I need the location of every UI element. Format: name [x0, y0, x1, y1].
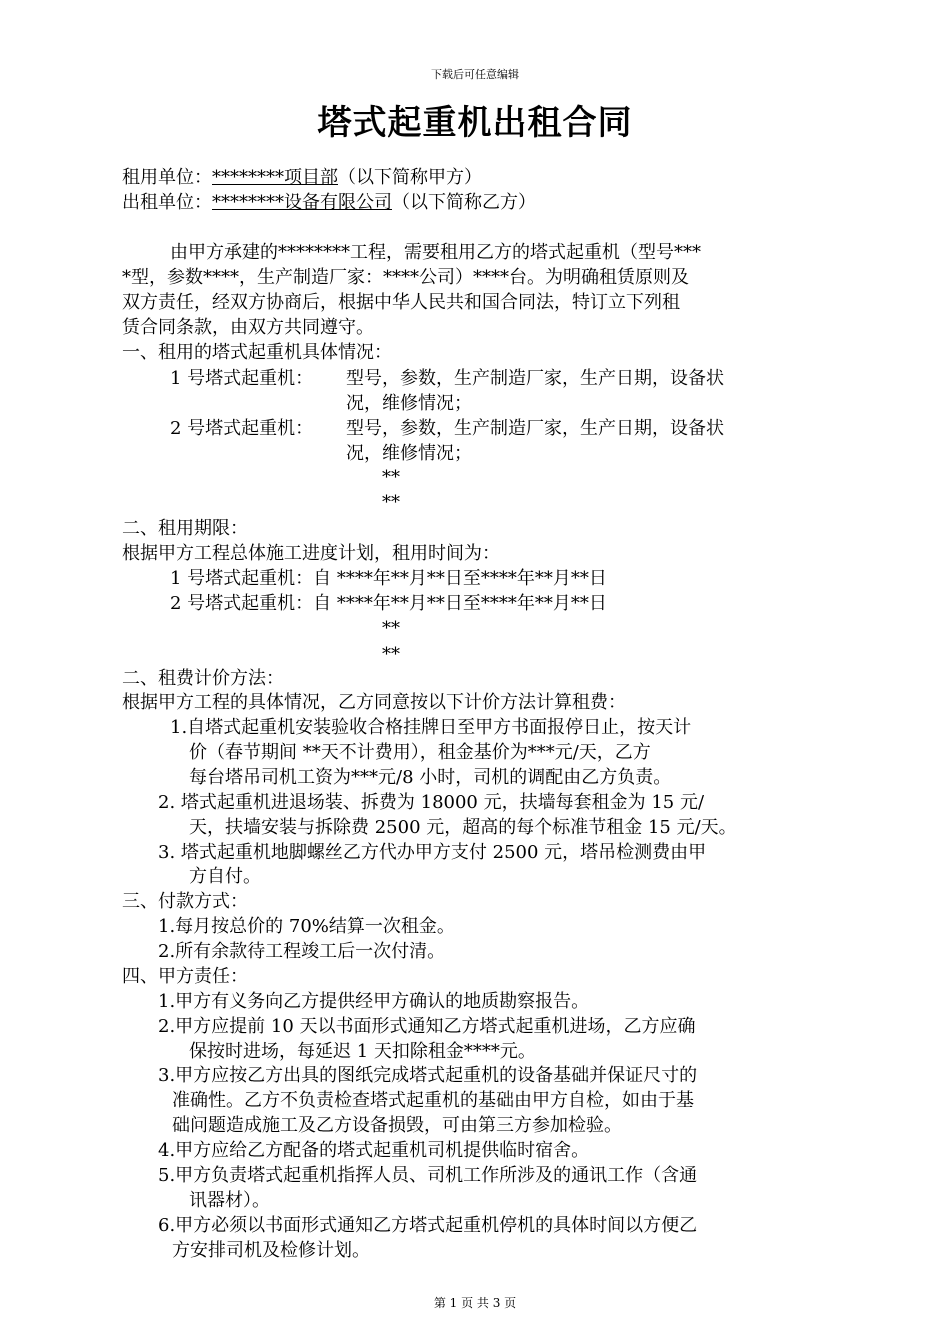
placeholder-more: ** — [382, 467, 400, 488]
lessee-suffix: （以下简称甲方） — [338, 167, 482, 188]
list-item: 2.甲方应提前 10 天以书面形式通知乙方塔式起重机进场，乙方应确 — [158, 1016, 696, 1037]
placeholder-more: ** — [382, 492, 400, 513]
list-item: 1.每月按总价的 70%结算一次租金。 — [158, 916, 455, 937]
list-item: 价（春节期间 **天不计费用），租金基价为***元/天，乙方 — [189, 742, 651, 763]
list-item: 方安排司机及检修计划。 — [172, 1240, 370, 1261]
crane1-period: 1 号塔式起重机：自 ****年**月**日至****年**月**日 — [170, 568, 607, 589]
crane2-desc: 况，维修情况； — [346, 443, 472, 464]
list-item: 方自付。 — [189, 866, 261, 887]
list-item: 5.甲方负责塔式起重机指挥人员、司机工作所涉及的通讯工作（含通 — [158, 1165, 698, 1186]
crane1-label: 1 号塔式起重机： — [170, 368, 314, 389]
section-heading: 二、租费计价方法： — [122, 668, 284, 689]
list-item: 础问题造成施工及乙方设备损毁，可由第三方参加检验。 — [172, 1115, 622, 1136]
intro-line: *型，参数****，生产制造厂家：****公司）****台。为明确租赁原则及 — [122, 267, 689, 288]
lessee-name: ********项目部 — [212, 167, 338, 188]
crane2-desc: 型号，参数，生产制造厂家，生产日期，设备状 — [346, 418, 724, 439]
list-item: 2. 塔式起重机进退场装、拆费为 18000 元，扶墙每套租金为 15 元/ — [158, 792, 705, 813]
document-title: 塔式起重机出租合同 — [317, 103, 633, 143]
crane1-desc: 况，维修情况； — [346, 393, 472, 414]
list-item: 每台塔吊司机工资为***元/8 小时，司机的调配由乙方负责。 — [189, 767, 672, 788]
section-intro: 根据甲方工程总体施工进度计划，租用时间为： — [122, 543, 500, 564]
crane2-label: 2 号塔式起重机： — [170, 418, 314, 439]
section-heading: 三、付款方式： — [122, 891, 248, 912]
list-item: 4.甲方应给乙方配备的塔式起重机司机提供临时宿舍。 — [158, 1140, 590, 1161]
list-item: 6.甲方必须以书面形式通知乙方塔式起重机停机的具体时间以方便乙 — [158, 1215, 698, 1236]
list-item: 准确性。乙方不负责检查塔式起重机的基础由甲方自检，如由于基 — [172, 1090, 694, 1111]
intro-line: 双方责任，经双方协商后，根据中华人民共和国合同法，特订立下列租 — [122, 292, 680, 313]
intro-line: 由甲方承建的********工程，需要租用乙方的塔式起重机（型号*** — [170, 242, 701, 263]
list-item: 保按时进场，每延迟 1 天扣除租金****元。 — [189, 1041, 536, 1062]
lessor-line — [122, 191, 536, 215]
lessor-name: ********设备有限公司 — [212, 192, 392, 213]
list-item: 1.自塔式起重机安装验收合格挂牌日至甲方书面报停日止，按天计 — [170, 717, 692, 738]
intro-line: 赁合同条款，由双方共同遵守。 — [122, 317, 374, 338]
placeholder-more: ** — [382, 644, 400, 665]
list-item: 3.甲方应按乙方出具的图纸完成塔式起重机的设备基础并保证尺寸的 — [158, 1065, 698, 1086]
list-item: 2.所有余款待工程竣工后一次付清。 — [158, 941, 446, 962]
list-item: 讯器材）。 — [189, 1190, 270, 1211]
lessee-label: 租用单位： — [122, 167, 212, 188]
list-item: 1.甲方有义务向乙方提供经甲方确认的地质勘察报告。 — [158, 991, 590, 1012]
section-intro: 根据甲方工程的具体情况，乙方同意按以下计价方法计算租费： — [122, 692, 626, 713]
section-heading: 一、租用的塔式起重机具体情况： — [122, 342, 392, 363]
section-heading: 二、租用期限： — [122, 518, 248, 539]
placeholder-more: ** — [382, 618, 400, 639]
lessor-label: 出租单位： — [122, 192, 212, 213]
crane2-period: 2 号塔式起重机：自 ****年**月**日至****年**月**日 — [170, 593, 607, 614]
list-item: 天，扶墙安装与拆除费 2500 元，超高的每个标准节租金 15 元/天。 — [189, 817, 737, 838]
header-note: 下载后可任意编辑 — [431, 68, 519, 81]
section-heading: 四、甲方责任： — [122, 966, 248, 987]
page-footer: 第 1 页 共 3 页 — [433, 1296, 517, 1310]
lessor-suffix: （以下简称乙方） — [392, 192, 536, 213]
list-item: 3. 塔式起重机地脚螺丝乙方代办甲方支付 2500 元，塔吊检测费由甲 — [158, 842, 707, 863]
lessee-line — [122, 166, 482, 190]
crane1-desc: 型号，参数，生产制造厂家，生产日期，设备状 — [346, 368, 724, 389]
